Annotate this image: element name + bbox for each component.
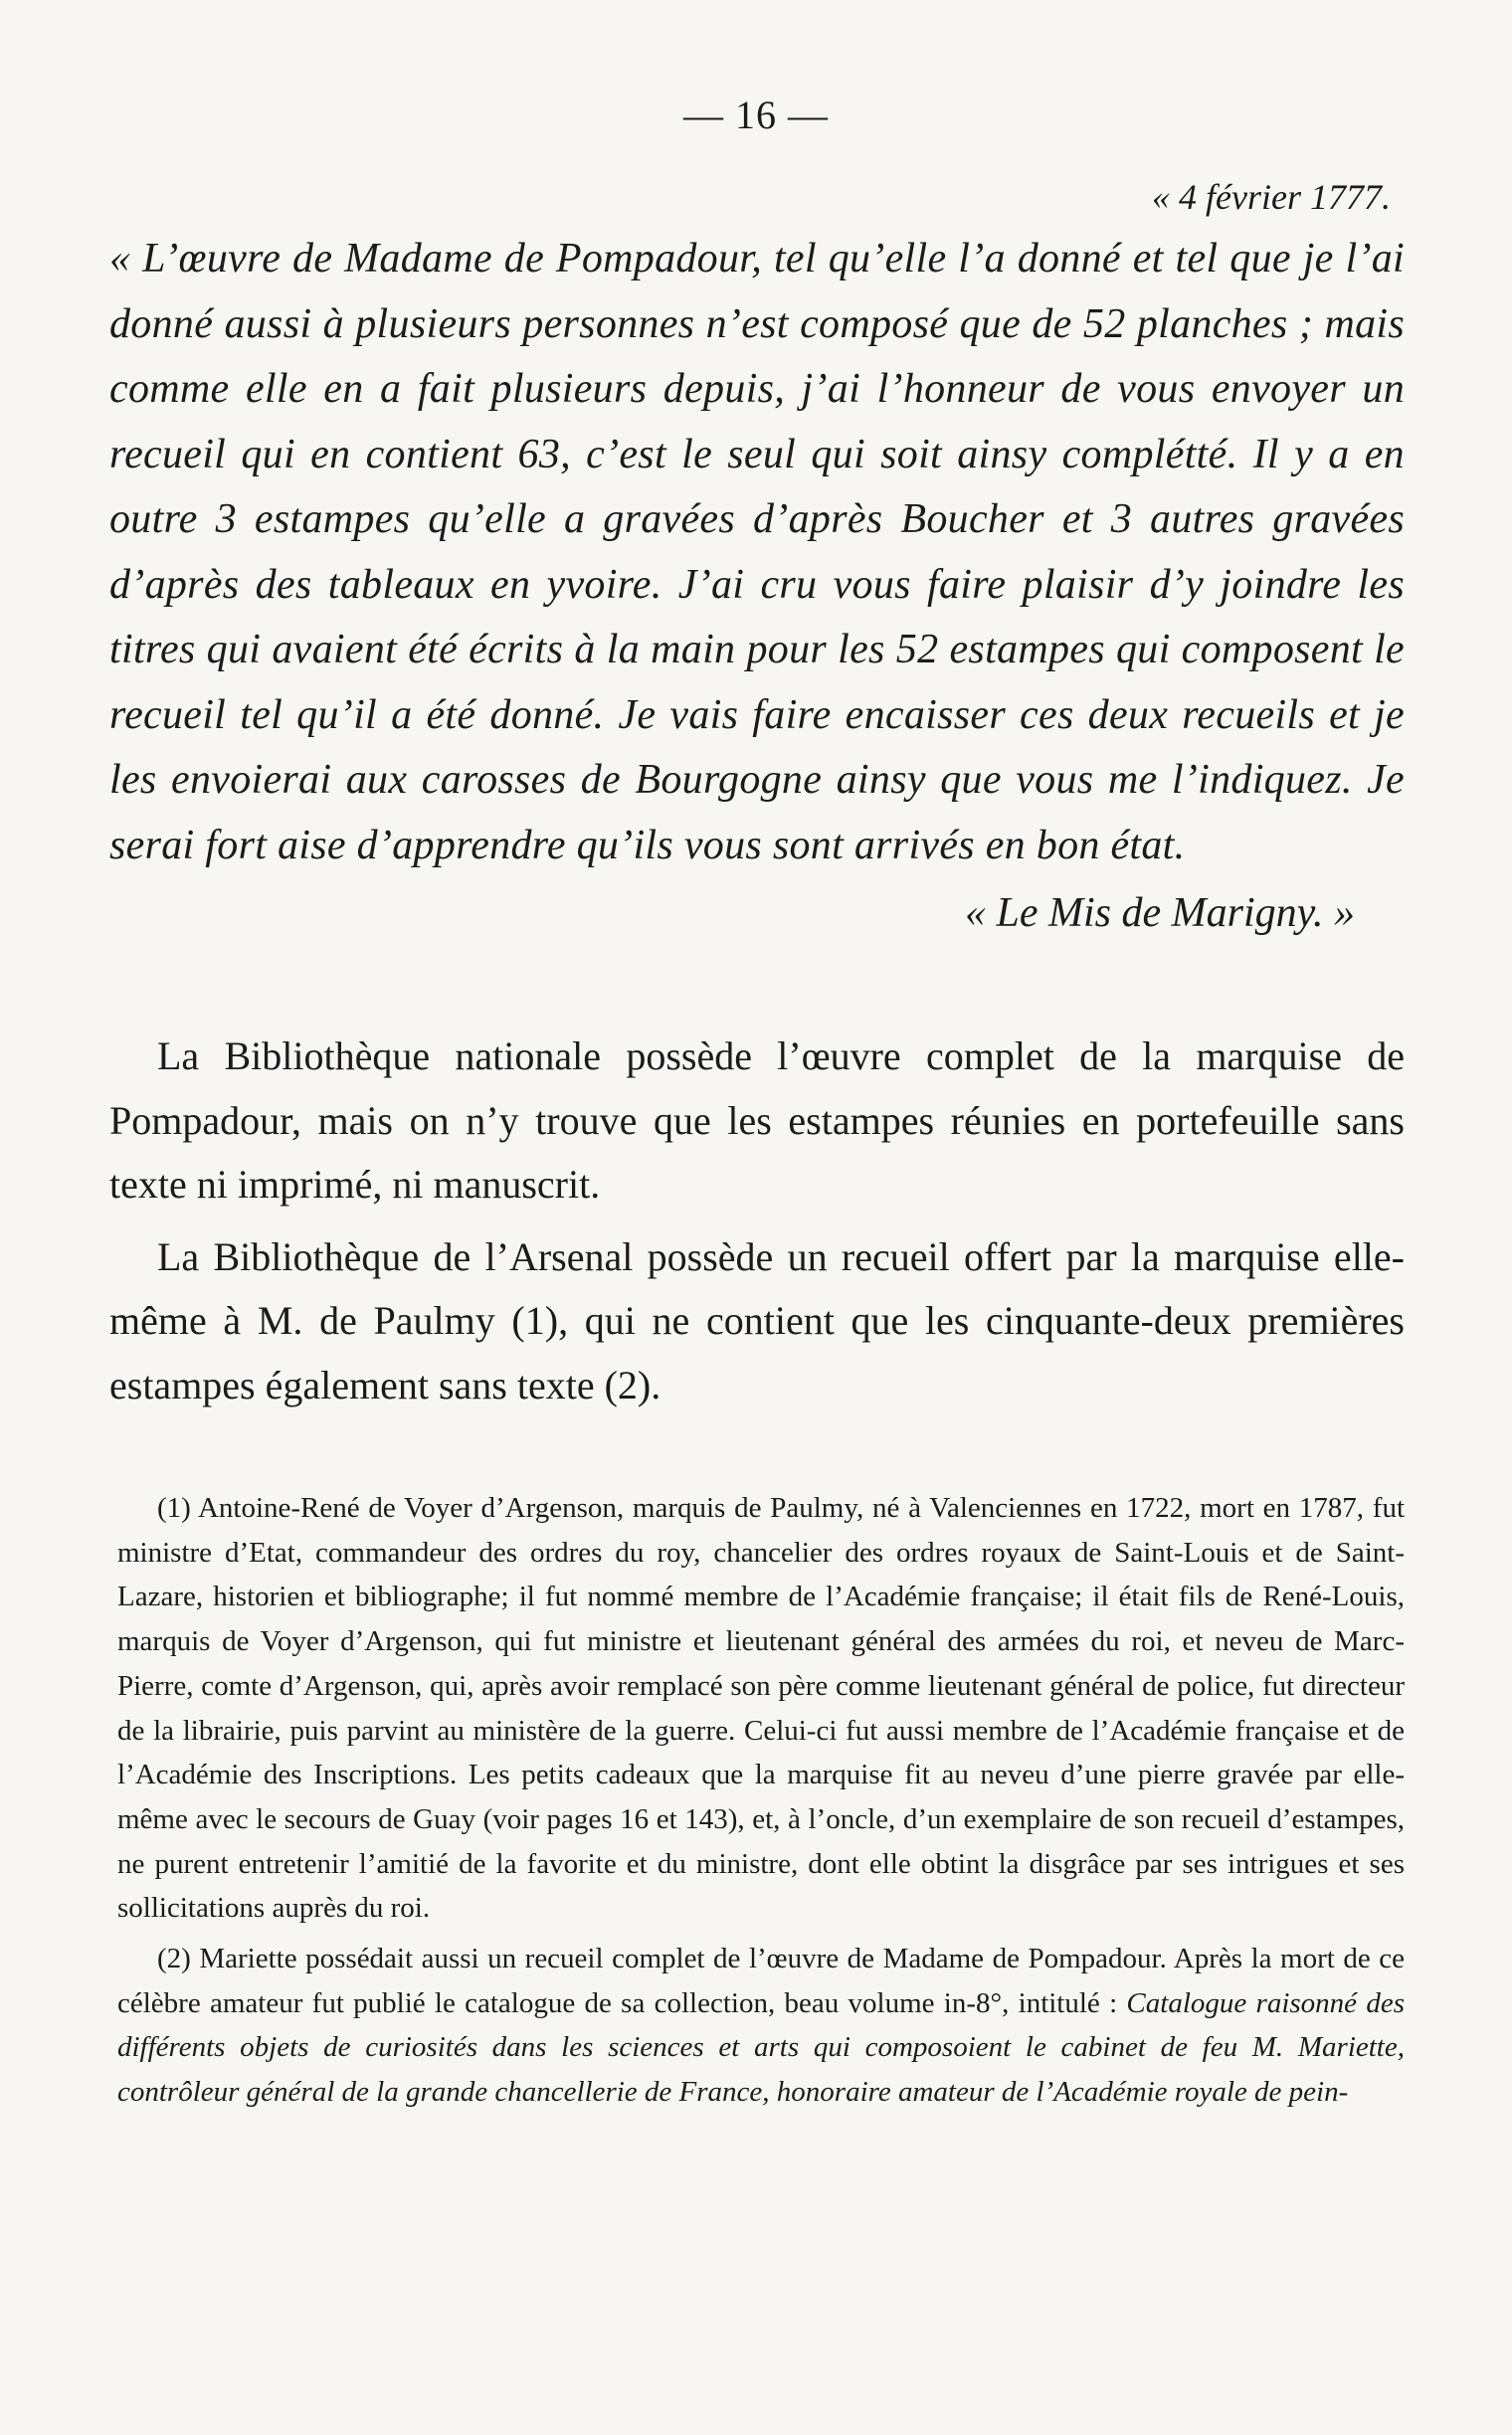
footnote-2-text: (2) Mariette possédait aussi un recueil complet de l’œuvre de Madame de Pompadour. Après la mort de ce célèbre amateur fut publié le catalogue de sa collection, beau volume in-8°, intitulé :: [117, 1943, 1405, 2019]
letter-date: « 4 février 1777.: [1152, 177, 1391, 217]
letter-body: « L’œuvre de Madame de Pompadour, tel qu’elle l’a donné et tel que je l’ai donné aussi à plusieurs personnes n’est composé que de 52 planches ; mais comme elle en a fait plusieurs depuis, j’ai l’honneur de vous envoyer un recueil qui en contient 63, c’est le seul qui soit ainsy complétté. Il y a en outre 3 estampes qu’elle a gravées d’après Boucher et 3 autres gravées d’après des tableaux en yvoire. J’ai cru vous faire plaisir d’y joindre les titres qui avaient été écrits à la main pour les 52 estampes qui composent le recueil tel qu’il a été donné. Je vais faire encaisser ces deux recueils et je les envoierai aux carosses de Bourgogne ainsy que vous me l’indiquez. Je serai fort aise d’apprendre qu’ils vous sont arrivés en bon état.: [109, 236, 1405, 868]
paragraph-bibliotheque-arsenal: La Bibliothèque de l’Arsenal possède un recueil offert par la marquise elle-même à M. de Paulmy (1), qui ne contient que les cinquante-deux premières estampes également sans texte (2).: [109, 1233, 1405, 1407]
main-text: [109, 1025, 1405, 1417]
quoted-letter: [109, 167, 1405, 946]
footnote-2: [117, 1937, 1405, 2115]
footnotes: [117, 1486, 1405, 2115]
paragraph-bibliotheque-nationale: La Bibliothèque nationale possède l’œuvre complet de la marquise de Pompadour, mais on n’y trouve que les estampes réunies en portefeuille sans texte ni imprimé, ni manuscrit.: [109, 1033, 1405, 1207]
footnote-1: (1) Antoine-René de Voyer d’Argenson, marquis de Paulmy, né à Valenciennes en 1722, mort en 1787, fut ministre d’Etat, commandeur des ordres du roy, chancelier des ordres royaux de Saint-Louis et de Saint-Lazare, historien et bibliographe; il fut nommé membre de l’Académie française; il était fils de René-Louis, marquis de Voyer d’Argenson, qui fut ministre et lieutenant général des armées du roi, et neveu de Marc-Pierre, comte d’Argenson, qui, après avoir remplacé son père comme lieutenant général de police, fut directeur de la librairie, puis parvint au ministère de la guerre. Celui-ci fut aussi membre de l’Académie française et de l’Académie des Inscriptions. Les petits cadeaux que la marquise fit au neveu d’une pierre gravée par elle-même avec le secours de Guay (voir pages 16 et 143), et, à l’oncle, d’un exemplaire de son recueil d’estampes, ne purent entretenir l’amitié de la favorite et du ministre, dont elle obtint la disgrâce par ses intrigues et ses sollicitations auprès du roi.: [117, 1492, 1405, 1925]
letter-signature: « Le Mis de Marigny. »: [965, 890, 1355, 936]
footnote-2-catalogue-title: Catalogue raisonné des différents objets de curiosités dans les sciences et arts qui composoient le cabinet de feu M. Mariette, contrôleur général de la grande chancellerie de France, honoraire amateur de l’Académie royale de pein-: [117, 1986, 1405, 2109]
page-number: — 16 —: [683, 93, 829, 137]
